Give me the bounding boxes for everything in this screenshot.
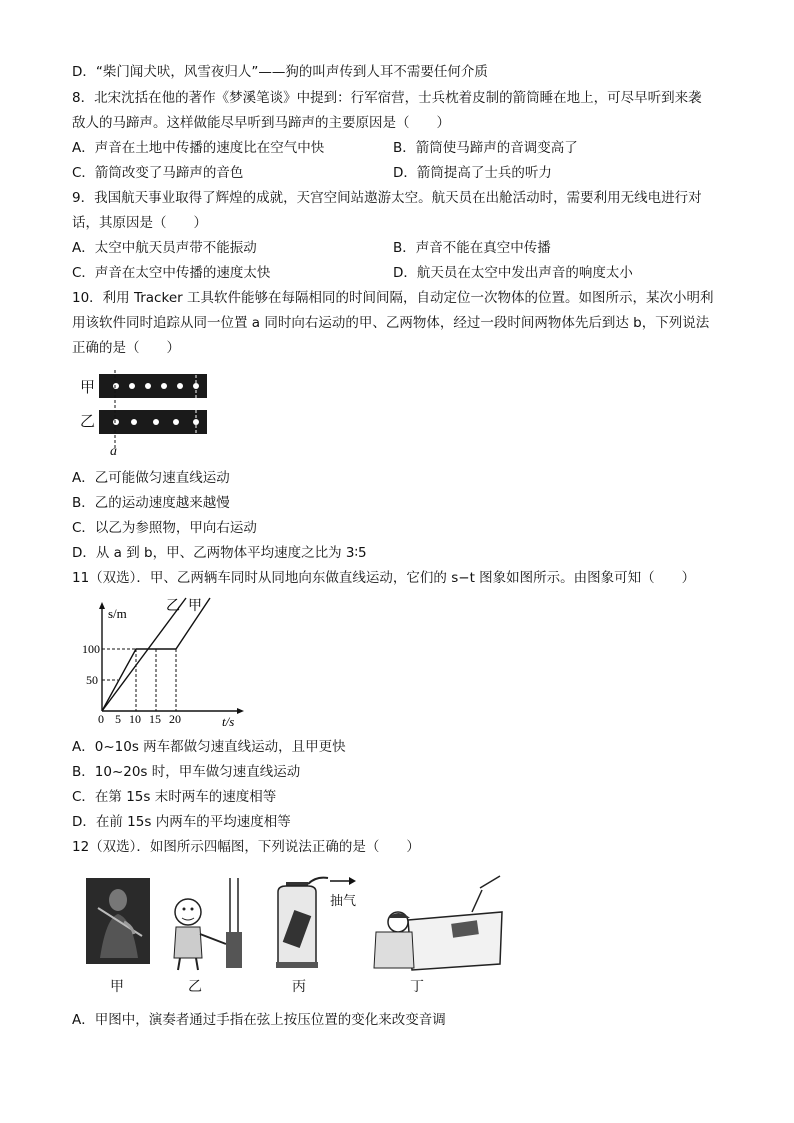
question-8-option-b: B．箭筒使马蹄声的音调变高了 bbox=[393, 140, 578, 156]
question-8-option-a: A．声音在土地中传播的速度比在空气中快 bbox=[72, 140, 325, 156]
question-8-stem-2: 敌人的马蹄声。这样做能尽早听到马蹄声的主要原因是（ ） bbox=[72, 115, 450, 131]
question-11-option-c: C．在第 15s 末时两车的速度相等 bbox=[72, 789, 277, 805]
question-10-option-d: D．从 a 到 b，甲、乙两物体平均速度之比为 3∶5 bbox=[72, 545, 367, 561]
picture-label-bing: 丙 bbox=[292, 979, 306, 995]
series-yi-label: 乙 bbox=[166, 599, 180, 614]
question-9-option-c: C．声音在太空中传播的速度太快 bbox=[72, 265, 271, 281]
jia-dot bbox=[161, 383, 167, 389]
jia-dot bbox=[129, 383, 135, 389]
yi-dot bbox=[131, 419, 137, 425]
x-tick-10: 10 bbox=[129, 712, 141, 726]
jia-dot bbox=[177, 383, 183, 389]
question-10-stem-1: 10．利用 Tracker 工具软件能够在每隔相同的时间间隔，自动定位一次物体的位置。如图所示，某次小明利 bbox=[72, 290, 714, 306]
question-8-option-d: D．箭筒提高了士兵的听力 bbox=[393, 165, 552, 181]
figure-four-pictures bbox=[80, 872, 520, 996]
picture-bell-jar bbox=[272, 872, 352, 972]
yi-dot bbox=[153, 419, 159, 425]
question-12-stem: 12（双选）．如图所示四幅图，下列说法正确的是（ ） bbox=[72, 839, 420, 855]
y-axis-label: s/m bbox=[108, 606, 127, 621]
question-8-option-c: C．箭筒改变了马蹄声的音色 bbox=[72, 165, 244, 181]
question-11-option-d: D．在前 15s 内两车的平均速度相等 bbox=[72, 814, 291, 830]
question-10-option-b: B．乙的运动速度越来越慢 bbox=[72, 495, 230, 511]
question-12-option-a: A．甲图中，演奏者通过手指在弦上按压位置的变化来改变音调 bbox=[72, 1012, 446, 1028]
arrow-pump bbox=[330, 876, 356, 886]
question-10-stem-3: 正确的是（ ） bbox=[72, 340, 180, 356]
x-tick-5: 5 bbox=[115, 712, 121, 726]
series-jia-label: 甲 bbox=[188, 599, 202, 614]
fig10-label-a: a bbox=[110, 444, 117, 459]
question-9-option-a: A．太空中航天员声带不能振动 bbox=[72, 240, 257, 256]
jia-dot bbox=[145, 383, 151, 389]
jia-dot bbox=[113, 383, 119, 389]
question-8-stem-1: 8．北宋沈括在他的著作《梦溪笔谈》中提到：行军宿营，士兵枕着皮制的箭筒睡在地上，可尽早听到来袭 bbox=[72, 90, 702, 106]
picture-desk-ear bbox=[372, 872, 512, 972]
picture-label-yi: 乙 bbox=[188, 979, 202, 995]
question-11-stem: 11（双选）．甲、乙两辆车同时从同地向东做直线运动，它们的 s−t 图象如图所示。由图象可知（ ） bbox=[72, 570, 696, 586]
option-d-prev: D．“柴门闻犬吠，风雪夜归人”——狗的叫声传到人耳不需要任何介质 bbox=[72, 64, 488, 80]
x-tick-15: 15 bbox=[149, 712, 161, 726]
question-10-stem-2: 用该软件同时追踪从同一位置 a 同时向右运动的甲、乙两物体，经过一段时间两物体先后到达 b，下列说法 bbox=[72, 315, 710, 331]
fig10-label-jia: 甲 bbox=[80, 378, 96, 396]
y-tick-50: 50 bbox=[86, 673, 98, 687]
picture-label-jia: 甲 bbox=[110, 979, 124, 995]
figure-st-graph bbox=[82, 596, 262, 728]
fig10-label-yi: 乙 bbox=[80, 412, 96, 430]
x-axis-label: t/s bbox=[222, 714, 235, 728]
x-tick-20: 20 bbox=[169, 712, 181, 726]
question-9-option-d: D．航天员在太空中发出声音的响度太小 bbox=[393, 265, 633, 281]
picture-tuning-fork bbox=[164, 872, 264, 972]
x-tick-0: 0 bbox=[98, 712, 104, 726]
picture-violinist bbox=[86, 878, 150, 964]
y-tick-100: 100 bbox=[82, 642, 100, 656]
y-axis-arrow bbox=[99, 602, 105, 609]
figure-tracker bbox=[78, 370, 218, 462]
yi-dot bbox=[173, 419, 179, 425]
question-10-option-a: A．乙可能做匀速直线运动 bbox=[72, 470, 230, 486]
question-9-stem-1: 9．我国航天事业取得了辉煌的成就，天宫空间站遨游太空。航天员在出舱活动时，需要利用无线电进行对 bbox=[72, 190, 702, 206]
question-10-option-c: C．以乙为参照物，甲向右运动 bbox=[72, 520, 257, 536]
tracker-strips bbox=[78, 370, 218, 462]
picture-label-ding: 丁 bbox=[410, 979, 424, 995]
yi-dot bbox=[113, 419, 119, 425]
question-9-option-b: B．声音不能在真空中传播 bbox=[393, 240, 551, 256]
pump-label: 抽气 bbox=[330, 894, 357, 909]
question-9-stem-2: 话，其原因是（ ） bbox=[72, 215, 207, 231]
x-axis-arrow bbox=[237, 708, 244, 714]
question-11-option-b: B．10~20s 时，甲车做匀速直线运动 bbox=[72, 764, 301, 780]
question-11-option-a: A．0~10s 两车都做匀速直线运动，且甲更快 bbox=[72, 739, 346, 755]
